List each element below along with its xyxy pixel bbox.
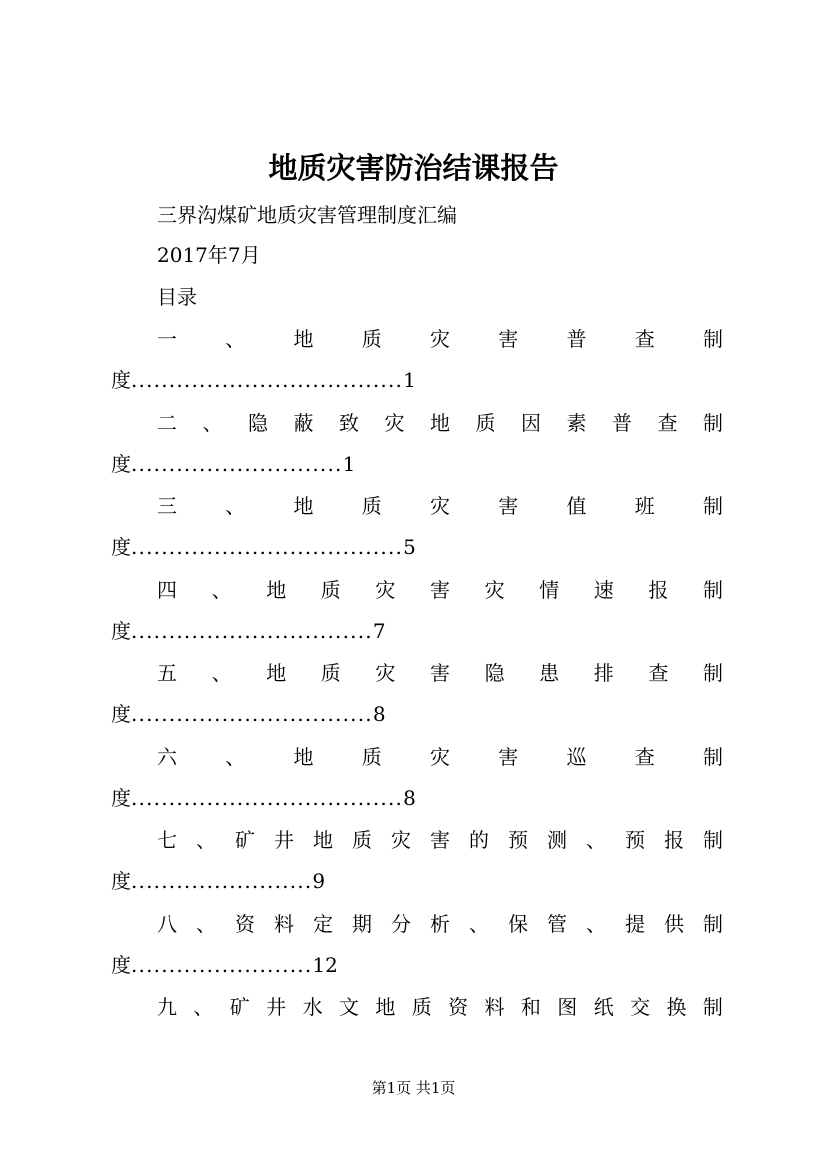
toc-entry-heading: 一 、 地 质 灾 害 普 查 制 (157, 327, 723, 351)
toc-entry-tail-char: 度 (111, 785, 131, 810)
toc-entry-tail (111, 783, 416, 813)
toc-entry-tail-char: 度 (111, 869, 131, 893)
toc-entry-heading: 二 、 隐 蔽 致 灾 地 质 因 素 普 查 制 (157, 410, 723, 435)
toc-leader-dots: ........................ (131, 952, 313, 977)
document-title: 地质灾害防治结课报告 (268, 151, 559, 185)
toc-page-number: 5 (403, 535, 416, 559)
toc-entry-tail (111, 866, 325, 896)
toc-entry-tail-char: 度 (111, 702, 131, 726)
document-subtitle: 三界沟煤矿地质灾害管理制度汇编 (157, 203, 457, 227)
toc-entry-tail (111, 950, 338, 980)
toc-entry-tail-char: 度 (111, 618, 131, 643)
toc-entry-heading: 四 、 地 质 灾 害 灾 情 速 报 制 (157, 577, 723, 602)
page-footer: 第1页 共1页 (371, 1079, 456, 1097)
toc-leader-dots: ........................ (131, 869, 313, 893)
toc-leader-dots: ............................ (131, 451, 343, 476)
toc-entry-tail-char: 度 (111, 368, 131, 392)
toc-entry-heading: 六 、 地 质 灾 害 巡 查 制 (157, 744, 723, 769)
toc-entry-heading: 九 、 矿 井 水 文 地 质 资 料 和 图 纸 交 换 制 (157, 995, 723, 1019)
toc-label: 目录 (157, 285, 197, 309)
toc-page-number: 9 (312, 869, 326, 893)
toc-entry-tail-char: 度 (111, 952, 131, 977)
toc-page-number: 7 (372, 618, 386, 643)
toc-page-number: 1 (342, 451, 356, 476)
toc-entry-heading: 五 、 地 质 灾 害 隐 患 排 查 制 (157, 661, 723, 685)
document-date: 2017年7月 (157, 243, 261, 267)
toc-entry-heading: 七 、 矿 井 地 质 灾 害 的 预 测 、 预 报 制 (157, 828, 723, 852)
toc-page-number: 1 (403, 368, 416, 392)
toc-leader-dots: .................................... (131, 785, 404, 810)
toc-leader-dots: ................................ (131, 702, 373, 726)
toc-entry-tail-char: 度 (111, 535, 131, 559)
toc-entry-tail (111, 365, 416, 395)
toc-leader-dots: ................................ (131, 618, 373, 643)
toc-leader-dots: .................................... (131, 368, 404, 392)
toc-entry-tail (111, 616, 386, 646)
toc-entry-tail (111, 699, 386, 729)
toc-entry-tail-char: 度 (111, 451, 131, 476)
toc-entry-tail (111, 449, 355, 479)
toc-entry-heading: 八 、 资 料 定 期 分 析 、 保 管 、 提 供 制 (157, 911, 723, 936)
toc-entry-tail (111, 532, 416, 562)
toc-page-number: 12 (312, 952, 338, 977)
toc-page-number: 8 (403, 785, 416, 810)
toc-entry-heading: 三 、 地 质 灾 害 值 班 制 (157, 494, 723, 518)
toc-page-number: 8 (372, 702, 386, 726)
toc-leader-dots: .................................... (131, 535, 404, 559)
